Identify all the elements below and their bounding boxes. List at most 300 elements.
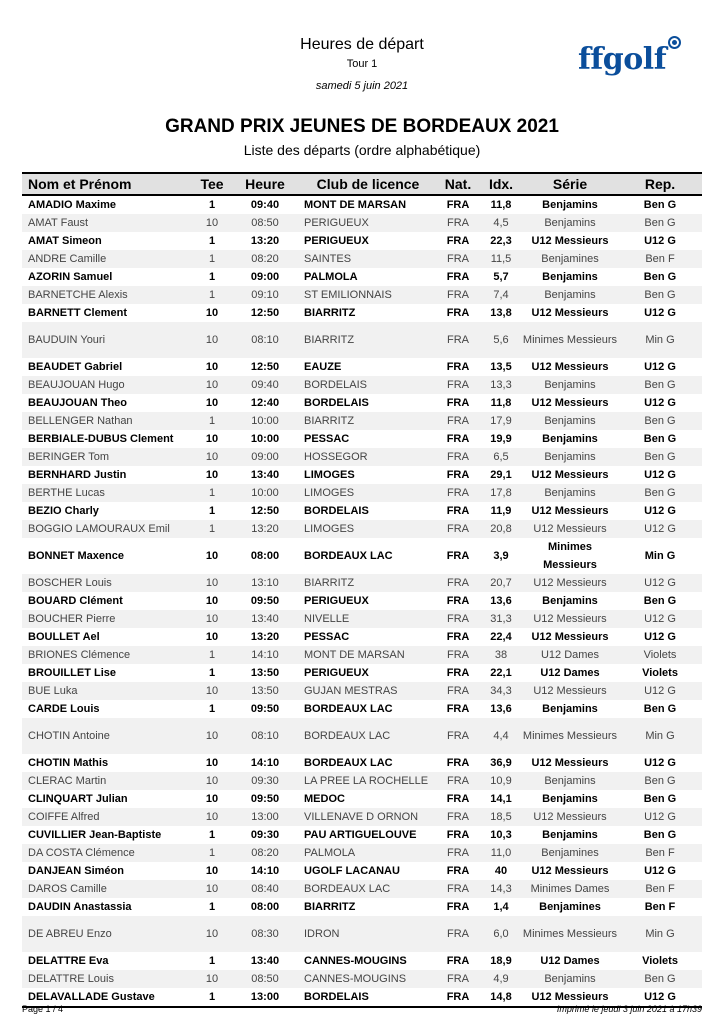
cell-club: BIARRITZ <box>304 307 356 319</box>
cell-club: PESSAC <box>304 433 350 445</box>
cell-time: 13:20 <box>250 235 280 247</box>
cell-tee: 1 <box>208 955 216 967</box>
cell-name: DE ABREU Enzo <box>22 916 194 952</box>
cell-nat: FRA <box>436 808 480 826</box>
cell-idx: 22,4 <box>490 631 512 643</box>
cell-tee: 10 <box>194 610 230 628</box>
cell-nat: FRA <box>446 793 470 805</box>
cell-serie: U12 Messieurs <box>522 520 618 538</box>
date-label: samedi 5 juin 2021 <box>315 80 409 92</box>
cell-club: LIMOGES <box>304 469 355 481</box>
cell-rep: Ben G <box>643 595 677 607</box>
cell-club: PALMOLA <box>304 271 358 283</box>
print-date: Imprimé le jeudi 3 juin 2021 à 17h39 <box>556 1004 702 1014</box>
cell-nat: FRA <box>436 448 480 466</box>
cell-tee: 10 <box>194 880 230 898</box>
cell-nat: FRA <box>436 574 480 592</box>
cell-time: 09:00 <box>250 271 280 283</box>
cell-club: GUJAN MESTRAS <box>300 682 436 700</box>
cell-club: IDRON <box>300 916 436 952</box>
cell-rep: Ben G <box>618 970 702 988</box>
cell-club: BORDEAUX LAC <box>304 550 393 562</box>
cell-nat: FRA <box>436 970 480 988</box>
cell-serie: Benjamins <box>542 793 598 805</box>
cell-idx: 10,3 <box>490 829 512 841</box>
cell-tee: 10 <box>205 631 219 643</box>
cell-club: BORDEAUX LAC <box>300 880 436 898</box>
cell-serie: Minimes Messieurs <box>522 322 618 358</box>
cell-club: UGOLF LACANAU <box>304 865 400 877</box>
cell-idx: 11,0 <box>480 844 522 862</box>
cell-name: BERTHE Lucas <box>22 484 194 502</box>
cell-nat: FRA <box>436 682 480 700</box>
cell-serie: Benjamines <box>539 901 601 913</box>
cell-tee: 1 <box>208 199 216 211</box>
cell-serie: Benjamines <box>522 844 618 862</box>
table-row <box>22 520 702 538</box>
cell-time: 13:00 <box>230 808 300 826</box>
cell-rep: U12 G <box>618 610 702 628</box>
cell-serie: Benjamins <box>522 484 618 502</box>
cell-rep: U12 G <box>618 520 702 538</box>
cell-club: MONT DE MARSAN <box>304 199 407 211</box>
cell-serie: U12 Messieurs <box>531 235 609 247</box>
cell-name: BOULLET Ael <box>28 631 100 643</box>
cell-nat: FRA <box>436 322 480 358</box>
cell-tee: 10 <box>194 214 230 232</box>
col-time-header: Heure <box>230 173 300 195</box>
table-row <box>22 772 702 790</box>
table-row <box>22 970 702 988</box>
cell-nat: FRA <box>446 199 470 211</box>
cell-idx: 36,9 <box>490 757 512 769</box>
cell-tee: 10 <box>205 793 219 805</box>
cell-nat: FRA <box>446 271 470 283</box>
cell-time: 09:10 <box>230 286 300 304</box>
cell-club: CANNES-MOUGINS <box>300 970 436 988</box>
cell-time: 13:10 <box>230 574 300 592</box>
cell-club: BORDELAIS <box>304 397 369 409</box>
cell-serie: Benjamins <box>522 376 618 394</box>
cell-name: DA COSTA Clémence <box>22 844 194 862</box>
cell-serie: Benjamins <box>542 199 598 211</box>
cell-club: BIARRITZ <box>304 901 356 913</box>
col-rep-header: Rep. <box>618 173 702 195</box>
cell-time: 09:30 <box>250 829 280 841</box>
cell-time: 13:40 <box>230 610 300 628</box>
cell-nat: FRA <box>436 214 480 232</box>
cell-time: 14:10 <box>250 865 280 877</box>
cell-rep: Ben G <box>618 412 702 430</box>
table-row <box>22 700 702 718</box>
cell-time: 12:40 <box>250 397 280 409</box>
cell-nat: FRA <box>446 595 470 607</box>
cell-nat: FRA <box>446 307 470 319</box>
table-row <box>22 718 702 754</box>
cell-nat: FRA <box>436 880 480 898</box>
cell-club: HOSSEGOR <box>300 448 436 466</box>
cell-name: AZORIN Samuel <box>28 271 113 283</box>
cell-club: LIMOGES <box>300 484 436 502</box>
cell-tee: 10 <box>194 808 230 826</box>
col-serie-header: Série <box>522 173 618 195</box>
cell-nat: FRA <box>446 469 470 481</box>
cell-club: ST EMILIONNAIS <box>300 286 436 304</box>
cell-rep: Min G <box>618 322 702 358</box>
cell-time: 13:00 <box>230 988 300 1007</box>
cell-time: 12:50 <box>250 361 280 373</box>
cell-idx: 38 <box>480 646 522 664</box>
cell-name: AMAT Simeon <box>28 235 102 247</box>
cell-club: PERIGUEUX <box>304 235 369 247</box>
cell-time: 13:40 <box>250 469 280 481</box>
cell-time: 12:50 <box>250 505 280 517</box>
cell-time: 10:00 <box>230 412 300 430</box>
cell-serie: U12 Messieurs <box>531 631 609 643</box>
cell-serie: U12 Dames <box>540 667 600 679</box>
cell-rep: U12 G <box>644 757 676 769</box>
cell-name: CLINQUART Julian <box>28 793 128 805</box>
cell-serie: U12 Dames <box>540 955 600 967</box>
cell-time: 08:50 <box>230 214 300 232</box>
cell-idx: 4,9 <box>480 970 522 988</box>
cell-club: BORDEAUX LAC <box>304 757 393 769</box>
cell-idx: 11,5 <box>480 250 522 268</box>
cell-name: BARNETT Clement <box>28 307 128 319</box>
cell-serie: U12 Messieurs <box>531 865 609 877</box>
table-row <box>22 502 702 520</box>
cell-serie: U12 Messieurs <box>531 469 609 481</box>
cell-tee: 10 <box>194 916 230 952</box>
table-row <box>22 610 702 628</box>
cell-tee: 10 <box>194 322 230 358</box>
table-row <box>22 538 702 574</box>
cell-time: 09:40 <box>250 199 280 211</box>
ffgolf-logo-mark-icon <box>668 36 681 49</box>
cell-tee: 10 <box>205 757 219 769</box>
table-row <box>22 592 702 610</box>
cell-idx: 22,3 <box>490 235 512 247</box>
cell-serie: U12 Messieurs <box>522 610 618 628</box>
cell-rep: Ben G <box>643 433 677 445</box>
cell-idx: 4,4 <box>480 718 522 754</box>
cell-name: BROUILLET Lise <box>28 667 117 679</box>
cell-tee: 10 <box>205 397 219 409</box>
cell-club: PERIGUEUX <box>304 667 369 679</box>
cell-rep: Ben G <box>618 484 702 502</box>
cell-club: LIMOGES <box>300 520 436 538</box>
cell-tee: 10 <box>205 595 219 607</box>
cell-time: 10:00 <box>250 433 280 445</box>
table-row <box>22 376 702 394</box>
cell-name: BAUDUIN Youri <box>22 322 194 358</box>
cell-rep: Ben G <box>618 376 702 394</box>
col-club-header: Club de licence <box>300 173 436 195</box>
cell-club: PALMOLA <box>300 844 436 862</box>
cell-serie: Benjamins <box>542 703 598 715</box>
cell-club: MONT DE MARSAN <box>300 646 436 664</box>
cell-name: BERBIALE-DUBUS Clement <box>28 433 174 445</box>
cell-time: 09:30 <box>230 772 300 790</box>
cell-rep: U12 G <box>644 235 676 247</box>
cell-serie: U12 Messieurs <box>531 307 609 319</box>
cell-tee: 1 <box>194 250 230 268</box>
cell-tee: 10 <box>194 682 230 700</box>
cell-rep: Ben F <box>618 880 702 898</box>
cell-idx: 18,9 <box>490 955 512 967</box>
ffgolf-logo: ffgolf <box>578 42 667 77</box>
cell-nat: FRA <box>436 844 480 862</box>
cell-serie: Benjamins <box>522 448 618 466</box>
cell-nat: FRA <box>446 361 470 373</box>
cell-rep: U12 G <box>644 307 676 319</box>
table-row <box>22 574 702 592</box>
cell-rep: U12 G <box>618 682 702 700</box>
cell-time: 13:20 <box>250 631 280 643</box>
cell-name: BEZIO Charly <box>28 505 99 517</box>
table-row <box>22 916 702 952</box>
cell-serie: Benjamins <box>542 271 598 283</box>
cell-time: 08:10 <box>230 322 300 358</box>
cell-rep: Violets <box>618 646 702 664</box>
cell-serie: U12 Messieurs <box>522 988 618 1007</box>
cell-time: 13:20 <box>230 520 300 538</box>
cell-name: BOSCHER Louis <box>22 574 194 592</box>
cell-name: COIFFE Alfred <box>22 808 194 826</box>
table-row <box>22 826 702 844</box>
cell-serie: Minimes Messieurs <box>522 916 618 952</box>
cell-serie: U12 Messieurs <box>531 505 609 517</box>
cell-nat: FRA <box>446 829 470 841</box>
cell-rep: U12 G <box>618 574 702 592</box>
cell-name: BOGGIO LAMOURAUX Emil <box>22 520 194 538</box>
cell-tee: 10 <box>205 433 219 445</box>
cell-name: AMADIO Maxime <box>28 199 117 211</box>
table-row <box>22 250 702 268</box>
table-header <box>22 173 702 195</box>
cell-idx: 20,8 <box>480 520 522 538</box>
cell-nat: FRA <box>446 667 470 679</box>
table-row <box>22 286 702 304</box>
cell-rep: Min G <box>618 718 702 754</box>
cell-rep: Ben G <box>643 199 677 211</box>
cell-idx: 31,3 <box>480 610 522 628</box>
cell-rep: Ben F <box>618 250 702 268</box>
cell-name: CHOTIN Mathis <box>28 757 109 769</box>
cell-club: BORDELAIS <box>300 376 436 394</box>
cell-time: 09:50 <box>250 595 280 607</box>
cell-serie: U12 Messieurs <box>522 808 618 826</box>
cell-tee: 10 <box>194 376 230 394</box>
cell-club: PAU ARTIGUELOUVE <box>304 829 417 841</box>
cell-nat: FRA <box>436 412 480 430</box>
event-title: GRAND PRIX JEUNES DE BORDEAUX 2021 <box>165 116 559 137</box>
cell-tee: 10 <box>194 718 230 754</box>
cell-nat: FRA <box>436 988 480 1007</box>
table-row <box>22 322 702 358</box>
cell-rep: U12 G <box>644 631 676 643</box>
col-tee-header: Tee <box>194 173 230 195</box>
cell-rep: U12 G <box>644 865 676 877</box>
cell-club: EAUZE <box>304 361 342 373</box>
cell-time: 09:00 <box>230 448 300 466</box>
cell-name: BEAUJOUAN Theo <box>28 397 128 409</box>
cell-club: VILLENAVE D ORNON <box>300 808 436 826</box>
cell-nat: FRA <box>436 772 480 790</box>
cell-serie: Benjamines <box>522 250 618 268</box>
cell-club: LA PREE LA ROCHELLE <box>300 772 436 790</box>
cell-rep: Ben G <box>618 286 702 304</box>
cell-club: CANNES-MOUGINS <box>304 955 407 967</box>
cell-serie: U12 Messieurs <box>522 574 618 592</box>
cell-time: 10:00 <box>230 484 300 502</box>
cell-tee: 10 <box>194 772 230 790</box>
cell-name: DELATTRE Eva <box>28 955 109 967</box>
cell-time: 08:10 <box>230 718 300 754</box>
cell-rep: U12 G <box>618 988 702 1007</box>
table-row <box>22 232 702 250</box>
cell-nat: FRA <box>446 703 470 715</box>
cell-idx: 6,5 <box>480 448 522 466</box>
cell-tee: 1 <box>208 829 216 841</box>
cell-nat: FRA <box>436 250 480 268</box>
cell-club: BORDELAIS <box>304 505 369 517</box>
cell-club: PERIGUEUX <box>300 214 436 232</box>
table-body <box>22 195 702 1007</box>
table-row <box>22 430 702 448</box>
cell-rep: U12 G <box>644 469 676 481</box>
table-row <box>22 484 702 502</box>
cell-idx: 1,4 <box>493 901 509 913</box>
cell-time: 08:20 <box>230 844 300 862</box>
cell-idx: 13,5 <box>490 361 512 373</box>
cell-serie: U12 Messieurs <box>522 682 618 700</box>
cell-name: DAUDIN Anastassia <box>28 901 132 913</box>
cell-rep: Ben F <box>618 844 702 862</box>
cell-tee: 1 <box>194 646 230 664</box>
cell-tee: 10 <box>194 574 230 592</box>
cell-idx: 11,8 <box>490 397 512 409</box>
cell-time: 08:50 <box>230 970 300 988</box>
table-row <box>22 628 702 646</box>
cell-nat: FRA <box>436 484 480 502</box>
cell-idx: 22,1 <box>490 667 512 679</box>
cell-tee: 1 <box>194 844 230 862</box>
cell-time: 14:10 <box>230 646 300 664</box>
table-row <box>22 952 702 970</box>
cell-tee: 10 <box>205 550 219 562</box>
page-title: Heures de départ <box>300 36 424 53</box>
cell-rep: Ben G <box>643 829 677 841</box>
table-row <box>22 808 702 826</box>
cell-name: BEAUJOUAN Hugo <box>22 376 194 394</box>
cell-name: ANDRE Camille <box>22 250 194 268</box>
cell-serie: Benjamins <box>542 595 598 607</box>
cell-nat: FRA <box>436 286 480 304</box>
cell-nat: FRA <box>436 520 480 538</box>
cell-rep: Ben G <box>618 448 702 466</box>
cell-rep: Violets <box>642 955 678 967</box>
cell-idx: 40 <box>494 865 508 877</box>
table-row <box>22 862 702 880</box>
cell-tee: 1 <box>208 667 216 679</box>
cell-idx: 20,7 <box>480 574 522 592</box>
cell-serie: U12 Messieurs <box>531 757 609 769</box>
cell-tee: 10 <box>205 865 219 877</box>
cell-time: 08:00 <box>250 901 280 913</box>
cell-nat: FRA <box>446 955 470 967</box>
table-row <box>22 214 702 232</box>
cell-serie: Minimes Messieurs <box>543 541 597 571</box>
cell-club: BIARRITZ <box>300 322 436 358</box>
cell-serie: U12 Dames <box>522 646 618 664</box>
cell-tee: 1 <box>194 988 230 1007</box>
table-row <box>22 448 702 466</box>
cell-time: 09:50 <box>250 793 280 805</box>
cell-idx: 13,3 <box>480 376 522 394</box>
cell-name: AMAT Faust <box>22 214 194 232</box>
cell-serie: Benjamins <box>522 412 618 430</box>
cell-serie: Minimes Messieurs <box>522 718 618 754</box>
event-subtitle: Liste des départs (ordre alphabétique) <box>243 142 481 158</box>
cell-tee: 10 <box>205 307 219 319</box>
cell-nat: FRA <box>446 757 470 769</box>
cell-name: BOUARD Clément <box>28 595 123 607</box>
cell-time: 08:30 <box>230 916 300 952</box>
cell-nat: FRA <box>436 718 480 754</box>
cell-name: BEAUDET Gabriel <box>28 361 123 373</box>
cell-name: BERINGER Tom <box>22 448 194 466</box>
cell-idx: 11,8 <box>490 199 512 211</box>
cell-idx: 14,8 <box>480 988 522 1007</box>
cell-serie: U12 Messieurs <box>531 361 609 373</box>
table-row <box>22 844 702 862</box>
cell-time: 14:10 <box>250 757 280 769</box>
cell-time: 08:00 <box>250 550 280 562</box>
cell-rep: Ben F <box>644 901 676 913</box>
cell-nat: FRA <box>446 631 470 643</box>
cell-club: MEDOC <box>304 793 345 805</box>
table-row <box>22 195 702 214</box>
cell-tee: 1 <box>208 703 216 715</box>
cell-idx: 3,9 <box>493 550 509 562</box>
cell-tee: 1 <box>208 235 216 247</box>
cell-time: 12:50 <box>250 307 280 319</box>
cell-name: CLERAC Martin <box>22 772 194 790</box>
cell-name: DELATTRE Louis <box>22 970 194 988</box>
cell-serie: Benjamins <box>522 970 618 988</box>
cell-idx: 17,8 <box>480 484 522 502</box>
cell-serie: U12 Messieurs <box>531 397 609 409</box>
cell-serie: Benjamins <box>522 214 618 232</box>
col-nat-header: Nat. <box>436 173 480 195</box>
cell-club: BORDEAUX LAC <box>304 703 393 715</box>
cell-idx: 13,6 <box>490 703 512 715</box>
cell-nat: FRA <box>446 433 470 445</box>
cell-serie: Benjamins <box>522 286 618 304</box>
table-row <box>22 646 702 664</box>
cell-idx: 14,1 <box>490 793 512 805</box>
cell-rep: Ben G <box>643 793 677 805</box>
cell-serie: Benjamins <box>542 829 598 841</box>
cell-time: 09:50 <box>250 703 280 715</box>
table-row <box>22 664 702 682</box>
cell-rep: U12 G <box>644 397 676 409</box>
cell-nat: FRA <box>446 235 470 247</box>
cell-club: BIARRITZ <box>300 574 436 592</box>
cell-rep: Ben G <box>618 214 702 232</box>
cell-club: PERIGUEUX <box>304 595 369 607</box>
